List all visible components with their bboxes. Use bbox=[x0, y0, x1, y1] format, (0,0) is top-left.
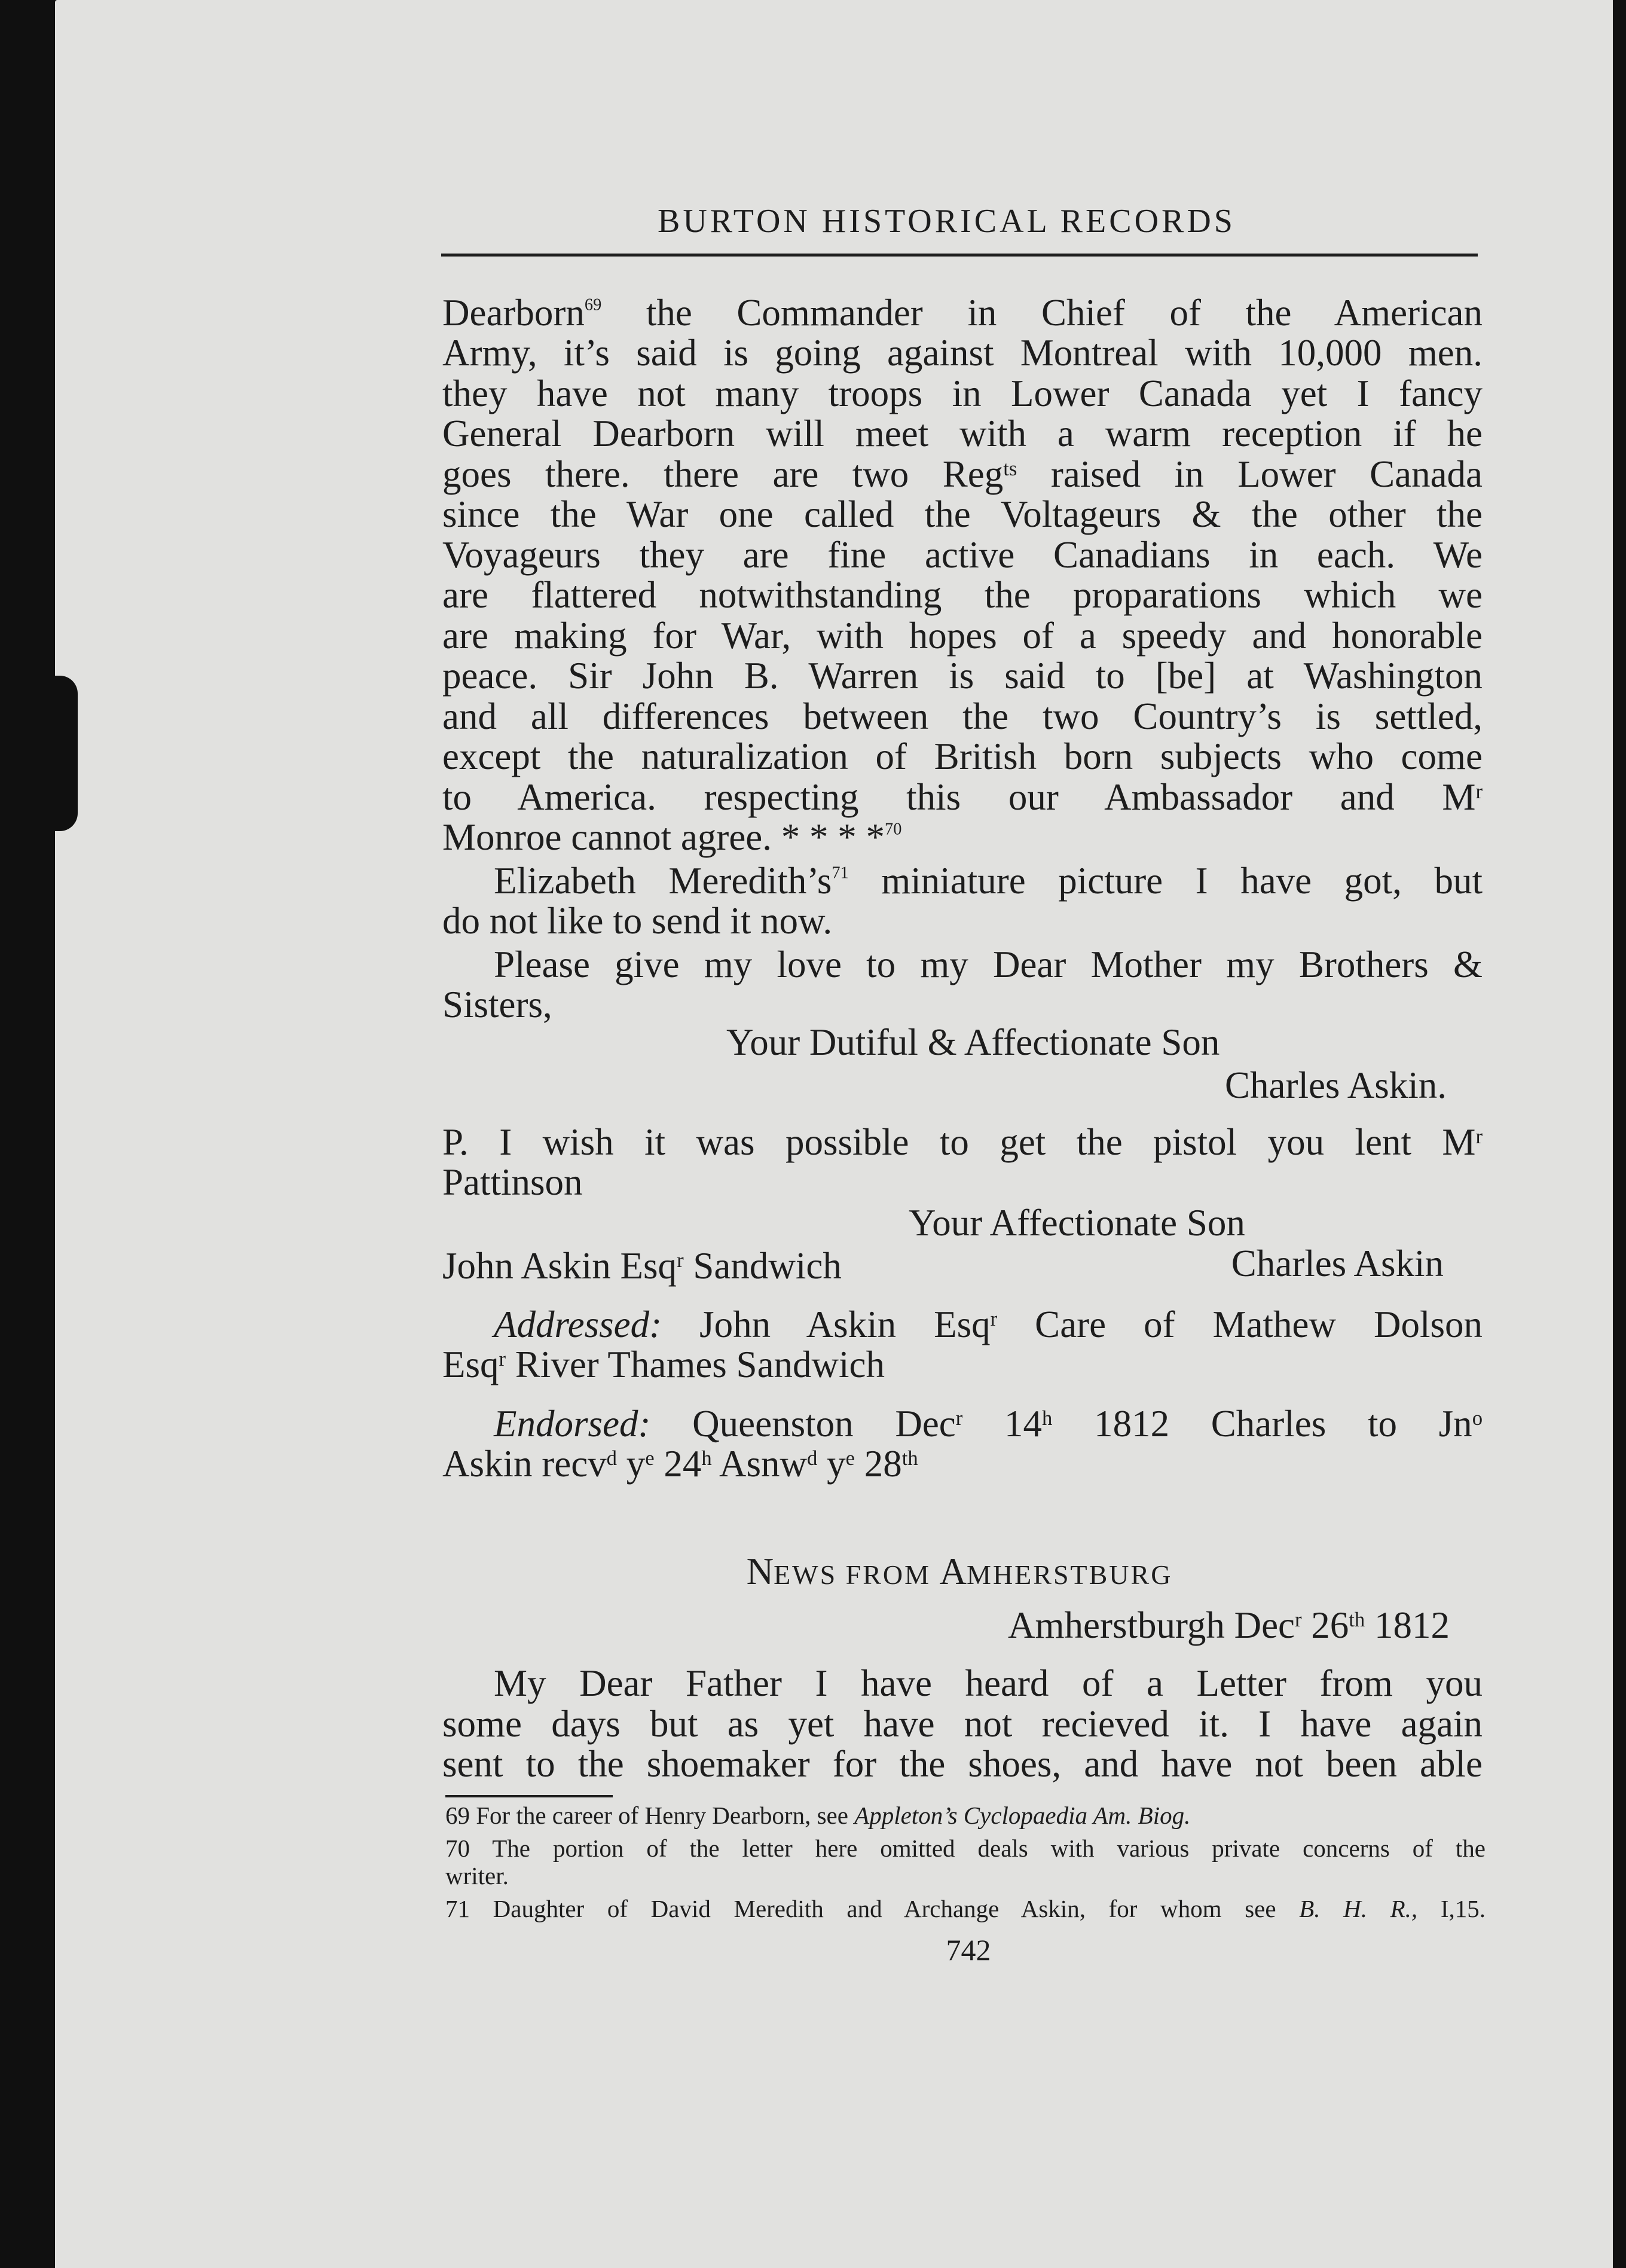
text-line: are making for War, with hopes of a speedy and honorable bbox=[442, 615, 1483, 657]
signature: Charles Askin bbox=[1231, 1243, 1444, 1284]
text-line: Army, it’s said is going against Montreal with 10,000 men. bbox=[442, 332, 1483, 374]
text-line: Dearborn$^{69}$ the Commander in Chief of the American bbox=[442, 292, 1483, 334]
text-line: except the naturalization of British born subjects who come bbox=[442, 735, 1483, 777]
footnote-70-cont: writer. bbox=[445, 1862, 509, 1890]
footnote-ref: 69 bbox=[584, 295, 602, 315]
text-line: peace. Sir John B. Warren is said to [be] at Washington bbox=[442, 655, 1483, 697]
endorsed-note: Endorsed: Queenston Dec$^r$ 14$^h$ 1812 Charles to Jn$^o$ bbox=[494, 1403, 1483, 1445]
endorsed-note: Askin recv$^d$ $y^e$ 24$^h$ Asnw$^d$ $y^e$ 28th bbox=[442, 1443, 918, 1485]
footnote-70: 70 The portion of the letter here omitted deals with various private concerns of the bbox=[445, 1834, 1486, 1862]
text-line: P. I wish it was possible to get the pistol you lent $M^r$ bbox=[442, 1121, 1483, 1163]
running-head: BURTON HISTORICAL RECORDS bbox=[658, 203, 1236, 240]
dateline: Amherstburgh Dec$^r$ 26th 1812 bbox=[1008, 1604, 1450, 1646]
recipient: John Askin Esq$^r$ Sandwich bbox=[442, 1245, 842, 1287]
text-line: General Dearborn will meet with a warm reception if he bbox=[442, 413, 1483, 454]
text-line: Pattinson bbox=[442, 1161, 583, 1203]
text-line: some days but as yet have not recieved it. I have again bbox=[442, 1703, 1483, 1745]
text-line: they have not many troops in Lower Canada yet I fancy bbox=[442, 373, 1483, 414]
footnote-69: 69 For the career of Henry Dearborn, see Appleton’s Cyclopaedia Am. Biog. bbox=[445, 1802, 1191, 1829]
text-line: since the War one called the Voltageurs & the other the bbox=[442, 493, 1483, 535]
footnote-ref: 70 bbox=[885, 820, 902, 839]
text-line: Please give my love to my Dear Mother my Brothers & bbox=[494, 944, 1483, 985]
closing: Your Affectionate Son bbox=[909, 1202, 1245, 1244]
page-number: 742 bbox=[946, 1933, 991, 1967]
text-line: goes there. there are two Reg$^{ts}$ raised in Lower Canada bbox=[442, 453, 1483, 495]
text-line: sent to the shoemaker for the shoes, and have not been able bbox=[442, 1743, 1483, 1785]
signature: Charles Askin. bbox=[1225, 1064, 1447, 1106]
section-heading: NEWS FROM AMHERSTBURG bbox=[746, 1550, 1173, 1592]
addressed-note: Addressed: John Askin Esq$^r$ Care of Mathew Dolson bbox=[494, 1304, 1483, 1345]
footnote-rule bbox=[445, 1795, 613, 1797]
text-line: Voyageurs they are fine active Canadians in each. We bbox=[442, 534, 1483, 576]
text-line: are flattered notwithstanding the proparations which we bbox=[442, 574, 1483, 616]
text-line: My Dear Father I have heard of a Letter from you bbox=[494, 1662, 1483, 1704]
text-line: to America. respecting this our Ambassador and $M^r$ bbox=[442, 776, 1483, 818]
text-line: Elizabeth Meredith’s$^{71}$ miniature picture I have got, but bbox=[494, 860, 1483, 902]
header-rule bbox=[441, 254, 1478, 257]
text-line: and all differences between the two Country’s is settled, bbox=[442, 695, 1483, 737]
closing: Your Dutiful & Affectionate Son bbox=[726, 1021, 1220, 1063]
footnote-ref: 71 bbox=[832, 863, 849, 883]
text-line: Sisters, bbox=[442, 984, 552, 1025]
footnote-71: 71 Daughter of David Meredith and Archange Askin, for whom see B. H. R., I,15. bbox=[445, 1895, 1486, 1922]
scan-edge bbox=[42, 676, 78, 831]
text-line: Monroe cannot agree. * * * *$^{70}$ bbox=[442, 816, 902, 858]
addressed-note: Esq$^r$ River Thames Sandwich bbox=[442, 1344, 885, 1385]
text-line: do not like to send it now. bbox=[442, 900, 833, 942]
